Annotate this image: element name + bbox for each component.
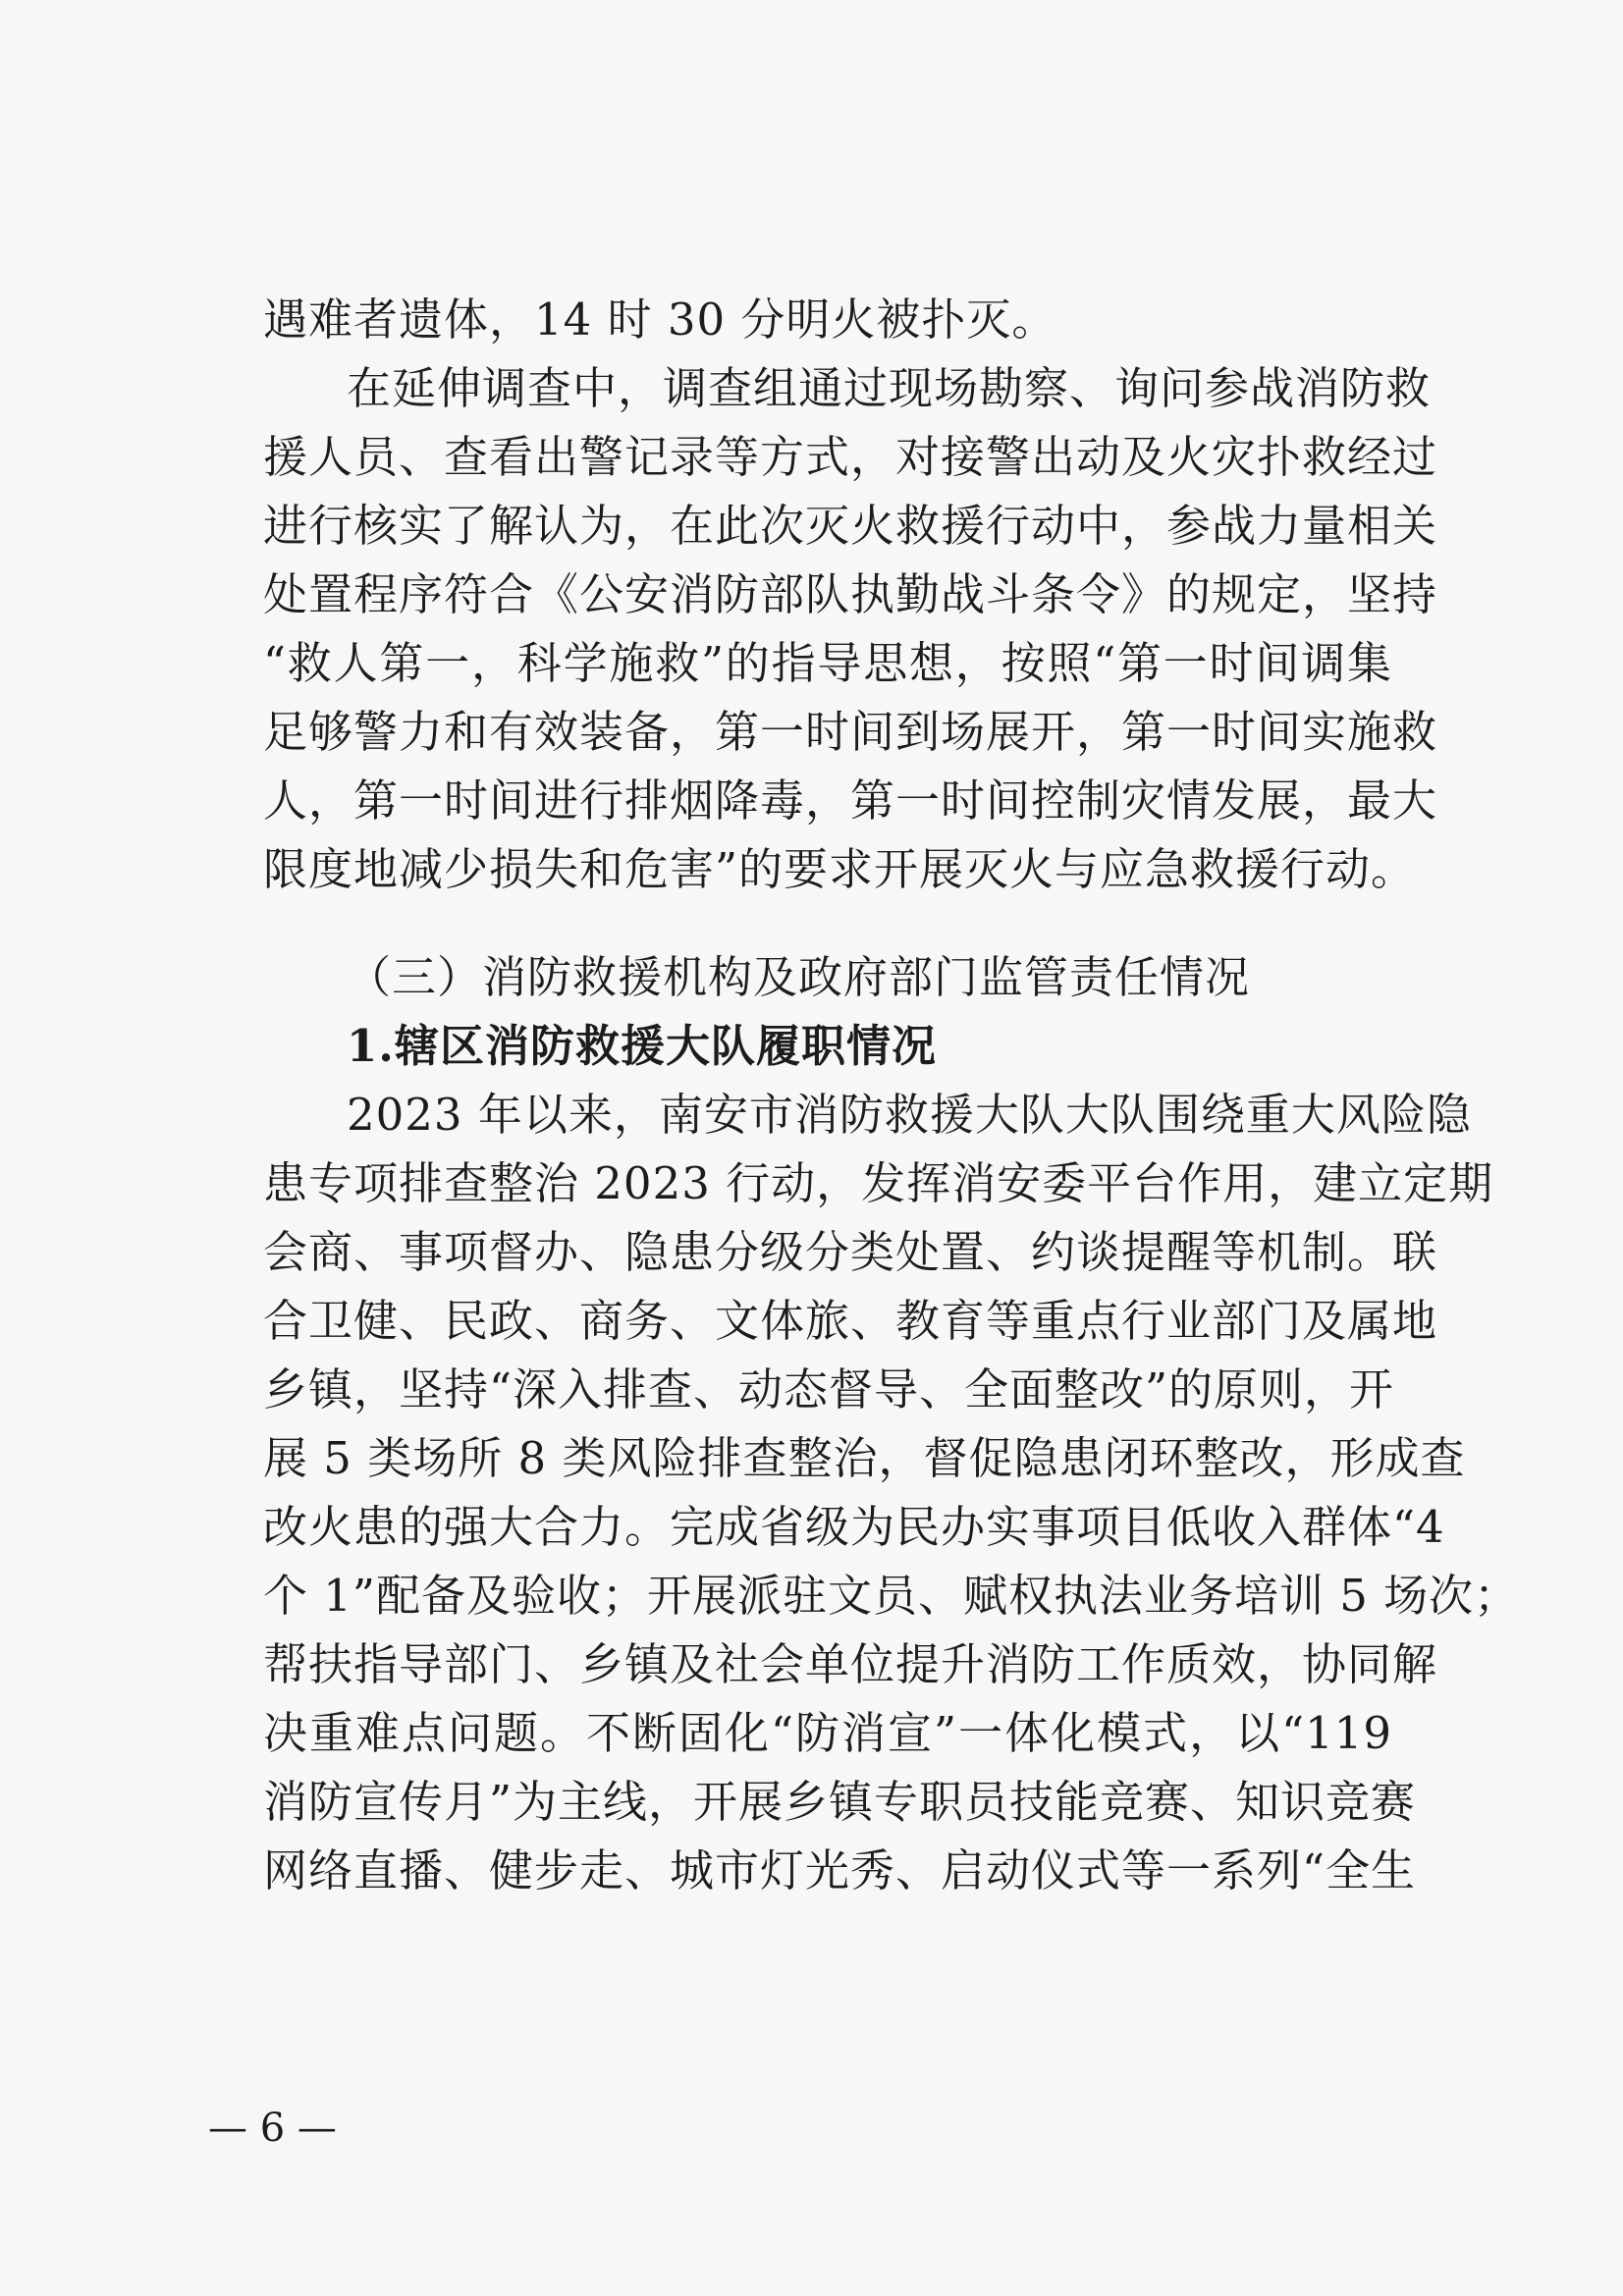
text-line: 个 1”配备及验收；开展派驻文员、赋权执法业务培训 5 场次； xyxy=(263,1570,1520,1622)
text-line: 会商、事项督办、隐患分级分类处置、约谈提醒等机制。联 xyxy=(263,1226,1438,1278)
text-line: 改火患的强大合力。完成省级为民办实事项目低收入群体“4 xyxy=(263,1501,1445,1553)
text-line: 决重难点问题。不断固化“防消宣”一体化模式，以“119 xyxy=(263,1707,1392,1759)
section-heading: （三）消防救援机构及政府部门监管责任情况 xyxy=(347,951,1251,1003)
text-line: 展 5 类场所 8 类风险排查整治，督促隐患闭环整改，形成查 xyxy=(263,1432,1466,1484)
text-line: 进行核实了解认为，在此次灭火救援行动中，参战力量相关 xyxy=(263,500,1438,552)
text-line: 援人员、查看出警记录等方式，对接警出动及火灾扑救经过 xyxy=(263,431,1438,483)
text-line: 处置程序符合《公安消防部队执勤战斗条令》的规定，坚持 xyxy=(263,568,1438,620)
text-line: 2023 年以来，南安市消防救援大队大队围绕重大风险隐 xyxy=(347,1089,1472,1141)
text-line: 消防宣传月”为主线，开展乡镇专职员技能竞赛、知识竞赛 xyxy=(263,1776,1417,1828)
text-line: 人，第一时间进行排烟降毒，第一时间控制灾情发展，最大 xyxy=(263,774,1438,827)
text-line: 乡镇，坚持“深入排查、动态督导、全面整改”的原则，开 xyxy=(263,1363,1395,1415)
text-line: 足够警力和有效装备，第一时间到场展开，第一时间实施救 xyxy=(263,706,1438,758)
text-line: 网络直播、健步走、城市灯光秀、启动仪式等一系列“全生 xyxy=(263,1844,1417,1896)
text-line: 患专项排查整治 2023 行动，发挥消安委平台作用，建立定期 xyxy=(263,1157,1494,1209)
page-number: — 6 — xyxy=(208,2106,337,2151)
text-line: “救人第一，科学施救”的指导思想，按照“第一时间调集 xyxy=(263,637,1392,689)
text-line: 在延伸调查中，调查组通过现场勘察、询问参战消防救 xyxy=(347,362,1432,414)
subsection-heading: 1.辖区消防救援大队履职情况 xyxy=(347,1020,937,1072)
text-line: 遇难者遗体，14 时 30 分明火被扑灭。 xyxy=(263,294,1057,346)
text-line: 限度地减少损失和危害”的要求开展灭火与应急救援行动。 xyxy=(263,843,1417,895)
text-line: 合卫健、民政、商务、文体旅、教育等重点行业部门及属地 xyxy=(263,1295,1438,1347)
text-line: 帮扶指导部门、乡镇及社会单位提升消防工作质效，协同解 xyxy=(263,1638,1438,1690)
